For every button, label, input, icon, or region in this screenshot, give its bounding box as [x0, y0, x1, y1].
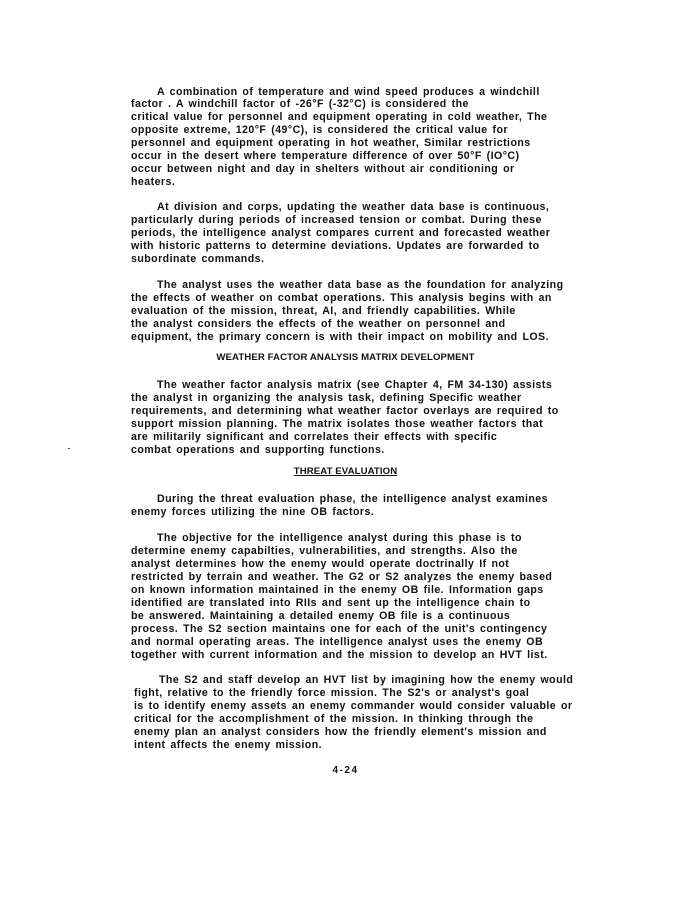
text-line: process. The S2 section maintains one for each of the unit's contingency	[131, 623, 548, 635]
text-line: At division and corps, updating the weather data base is continuous,	[157, 201, 550, 213]
text-line: identified are translated into RIIs and sent up the intelligence chain to	[131, 597, 531, 609]
text-line: is to identify enemy assets an enemy commander would consider valuable or	[134, 700, 573, 712]
text-line: support mission planning. The matrix isolates those weather factors that	[131, 418, 544, 430]
text-line: be answered. Maintaining a detailed enemy OB file is a continuous	[131, 610, 511, 622]
text-line: fight, relative to the friendly force mission. The S2's or analyst's goal	[134, 687, 530, 699]
text-line: the analyst in organizing the analysis task, defining Specific weather	[131, 392, 522, 404]
text-line: requirements, and determining what weather factor overlays are required to	[131, 405, 559, 417]
text-line: During the threat evaluation phase, the intelligence analyst examines	[157, 493, 548, 505]
section-heading-text: THREAT EVALUATION	[293, 466, 398, 477]
text-line: restricted by terrain and weather. The G2 or S2 analyzes the enemy based	[131, 571, 553, 583]
text-line: A combination of temperature and wind speed produces a windchill	[157, 86, 540, 98]
text-line: the analyst considers the effects of the weather on personnel and	[131, 318, 506, 330]
text-line: and normal operating areas. The intelligence analyst uses the enemy OB	[131, 636, 544, 648]
text-line: determine enemy capabilties, vulnerabilities, and strengths. Also the	[131, 545, 518, 557]
text-line: analyst determines how the enemy would operate doctrinally If not	[131, 558, 510, 570]
text-line: personnel and equipment operating in hot weather, Similar restrictions	[131, 137, 531, 149]
text-line: evaluation of the mission, threat, AI, and friendly capabilities. While	[131, 305, 516, 317]
section-heading: WEATHER FACTOR ANALYSIS MATRIX DEVELOPMENT	[216, 352, 475, 363]
text-line: The weather factor analysis matrix (see Chapter 4, FM 34-130) assists	[157, 379, 553, 391]
text-line: The objective for the intelligence analyst during this phase is to	[157, 532, 522, 544]
text-line: The analyst uses the weather data base as the foundation for analyzing	[157, 279, 564, 291]
scan-speck	[68, 448, 70, 449]
text-line: enemy plan an analyst considers how the friendly element's mission and	[134, 726, 547, 738]
section-heading	[0, 466, 691, 478]
text-line: periods, the intelligence analyst compares current and forecasted weather	[131, 227, 551, 239]
text-line: intent affects the enemy mission.	[134, 739, 323, 751]
text-line: occur in the desert where temperature difference of over 50°F (IO°C)	[131, 150, 520, 162]
text-line: critical for the accomplishment of the mission. In thinking through the	[134, 713, 534, 725]
text-line: on known information maintained in the enemy OB file. Information gaps	[131, 584, 544, 596]
text-line: with historic patterns to determine deviations. Updates are forwarded to	[131, 240, 540, 252]
text-line: combat operations and supporting functions.	[131, 444, 385, 456]
text-line: enemy forces utilizing the nine OB factors.	[131, 506, 375, 518]
text-line: together with current information and the mission to develop an HVT list.	[131, 649, 548, 661]
text-line: heaters.	[131, 176, 176, 188]
page-number: 4-24	[332, 765, 359, 776]
text-line: are militarily significant and correlates their effects with specific	[131, 431, 498, 443]
text-line: The S2 and staff develop an HVT list by imagining how the enemy would	[159, 674, 574, 686]
text-line: critical value for personnel and equipment operating in cold weather, The	[131, 111, 548, 123]
text-line: factor . A windchill factor of -26°F (-32°C) is considered the	[131, 98, 469, 110]
text-line: the effects of weather on combat operations. This analysis begins with an	[131, 292, 552, 304]
text-line: occur between night and day in shelters without air conditioning or	[131, 163, 515, 175]
text-line: subordinate commands.	[131, 253, 265, 265]
text-line: opposite extreme, 120°F (49°C), is considered the critical value for	[131, 124, 508, 136]
text-line: equipment, the primary concern is with their impact on mobility and LOS.	[131, 331, 549, 343]
text-line: particularly during periods of increased tension or combat. During these	[131, 214, 542, 226]
